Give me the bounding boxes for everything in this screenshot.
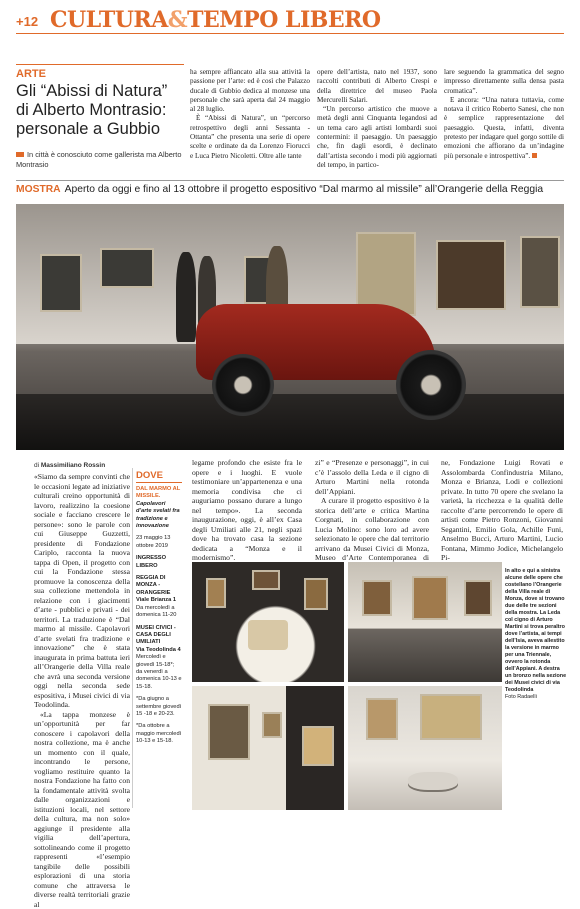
photo-sculpture (248, 620, 288, 650)
dove-event: DAL MARMO AL MISSILE. (136, 486, 180, 499)
arte-paragraph: È “Abissi di Natura”, un “percorso retrospettivo degli anni Sessanta - Ottanta” che presenta una serie di opere scelte e ordinate da da Lorenzo Fiorucci e Luca Pietro Nicoletti. Oltre alle tante (190, 114, 310, 160)
section-title-amp: & (168, 7, 187, 33)
dove-venue: MUSEI CIVICI - CASA DEGLI UMILIATI (136, 625, 176, 646)
arte-column-3 (444, 68, 564, 161)
photo-car-wheel (396, 350, 466, 420)
photo-painting (436, 240, 506, 310)
photo-floor (16, 394, 564, 450)
dove-dates: 23 maggio 13 ottobre 2019 (136, 535, 182, 550)
arte-headline: Gli “Abissi di Natura” di Alberto Montrasio: personale a Gubbio (16, 82, 184, 139)
dove-entry: INGRESSO LIBERO (136, 555, 182, 570)
page-number: +12 (16, 14, 50, 33)
divider (16, 180, 564, 181)
dove-hours: Da mercoledì a domenica 11-20 (136, 605, 176, 618)
arte-paragraph: E ancora: “Una natura tuttavia, come notava il critico Roberto Sanesi, che non è semplice rappresentazione del paesaggio. Questa, infatti, diventa pretesto per indagare quel gorgo sottile di emozioni che affiorano da un’indagine più personale e introspettiva”. (444, 96, 564, 160)
article-column-1 (34, 472, 130, 909)
article-column-4 (441, 458, 563, 563)
section-title (50, 7, 381, 33)
arte-column-2 (317, 68, 437, 170)
dove-address: Via Teodolinda 4 (136, 647, 181, 653)
photo-painting (302, 726, 334, 766)
photo-gallery-bronze (348, 686, 502, 810)
photo-painting (100, 248, 154, 288)
divider (132, 468, 133, 808)
dove-box (136, 486, 182, 751)
photo-car-wheel (212, 354, 274, 416)
photo-painting (464, 580, 492, 616)
photo-painting (40, 254, 82, 312)
arte-paragraph: opere dell’artista, nato nel 1937, sono raccolti contributi di Alberto Crespi e della direttrice del museo Paola Mercurelli Salari. (317, 68, 437, 105)
arte-subhead-text: In città è conosciuto come gallerista ma Alberto Montrasio (16, 150, 181, 169)
arte-paragraph: “Un percorso artistico che muove a metà degli anni Cinquanta legandosi ad un tema caro agli artisti lombardi suoi contermini: il paesaggio. Un paesaggio che, fin dagli esordi, è declinato dall’artista secondo i modi più aggiornati del tempo, in partico- (317, 105, 437, 170)
arte-column-1 (190, 68, 310, 161)
photo-caption (505, 568, 567, 701)
dove-address: Viale Brianza 1 (136, 597, 176, 603)
photo-painting (366, 698, 398, 740)
dove-subtitle: Capolavori d’arte svelati fra tradizione e innovazione (136, 501, 180, 529)
photo-painting (412, 576, 448, 620)
mostra-label: MOSTRA (16, 184, 61, 195)
photo-painting (362, 580, 392, 616)
article-paragraph: «Siamo da sempre convinti che le occasioni legate ad iniziative culturali creino opportunità di lavoro, realizzino la coesione sociale e facciano crescere le persone»: sono le parole con cui Giuseppe Guzzetti, presidente di Fondazione Cariplo, racconta la nuova tappa di Open, il progetto con cui la Fondazione stessa promuove la conoscenza della sua collezione mettendola in relazione con i giacimenti d’arte - pubblici e privati - dei territori. La traduzione è “Dal marmo al missile. Capolavori d’arte svelati fra tradizione e innovazione” che è stata inaugurata in prima battuta ieri all’Orangerie della Villa reale che avrà una seconda versione oggi nella seconda sede espositiva, i Musei civici di via Teodolinda. (34, 472, 130, 710)
photo-painting (420, 694, 482, 740)
divider (136, 482, 182, 483)
mostra-headline (16, 184, 564, 202)
photo-gallery-portrait (192, 686, 344, 810)
photo-gallery-room (348, 562, 502, 682)
dove-hours: Mercoledì e giovedì 15-18*; da venerdì a domenica 10-13 e 15-18. (136, 654, 182, 690)
arte-subhead (16, 150, 184, 170)
photo-painting (262, 712, 282, 738)
byline-prefix: di (34, 462, 39, 469)
dove-note: *Da giugno a settembre giovedì 15 -18 e 20-23. (136, 696, 182, 718)
caption-text: In alto e qui a sinistra alcune delle opere che costellano l’Orangerie della Villa reale di Monza, dove si trovano due delle tre sezioni della mostra. La Leda col cigno di Arturo Martini si trova peraltro dove l’artista, ai tempi dell’Isia, aveva allestito la versione in marmo per una Triennale, ovvero la rotonda dell’Appiani. A destra un bronzo nella sezione dei Musei civici di via Teodolinda (505, 568, 566, 693)
arte-paragraph: ha sempre affiancato alla sua attività la passione per l’arte: ed è così che Palazzo ducale di Gubbio dedica al monzese una personale che sarà aperta dal 24 maggio al 28 luglio. (190, 68, 310, 114)
article-column-3 (315, 458, 429, 572)
section-header (16, 6, 564, 34)
photo-bronze-sculpture (408, 772, 458, 790)
dove-venue: REGGIA DI MONZA - ORANGERIE (136, 575, 170, 596)
byline-author: Massimiliano Rossin (41, 462, 105, 469)
end-mark (532, 153, 537, 158)
article-paragraph: A curare il progetto espositivo è la storica dell’arte e critica Martina Corgnati, in collaborazione con Lucia Molino: sono loro ad avere selezionato le opere che dal territorio arrivano da Musei Civici di Monza, Museo d’Arte Contemporanea di (315, 496, 429, 572)
article-paragraph: ne, Fondazione Luigi Rovati e Assolombarda Confindustria Milano, Monza e Brianza, Lodi e collezioni private. In tutto 70 opere che svelano la varietà, la ricchezza e la qualità delle raccolte d’arte percorrendo le opere di artisti come Pietro Ronzoni, Giovanni Segantini, Emilio Gola, Achille Funi, Anselmo Bucci, Arturo Martini, Lucio Fontana, Mimmo Jodice, Michelangelo Pi- (441, 458, 563, 563)
photo-painting (208, 704, 250, 760)
divider (16, 64, 184, 65)
photo-painting (520, 236, 560, 308)
arte-paragraph: lare seguendo la grammatica del segno impresso direttamente sulla densa pasta cromatica”. (444, 68, 564, 96)
article-paragraph: legame profondo che esiste fra le opere e i luoghi. E vuole testimoniare un’appartenenza e una memoria condivisa che ci auguriamo possano durare a lungo nel tempo». La seconda inaugurazione, oggi, è all’ex Casa degli Umiliati alle 21, negli spazi dove ha trovato casa la sezione dedicata a “Monza e il modernismo”. (192, 458, 302, 563)
section-title-b: TEMPO LIBERO (187, 7, 380, 33)
article-paragraph: zi” e “Presenze e personaggi”, in cui c’è l’assolo della Leda e il cigno di Arturo Martini nella rotonda dell’Appiani. (315, 458, 429, 496)
photo-visitor (176, 252, 196, 342)
byline (34, 462, 105, 469)
bullet-square (16, 152, 24, 157)
photo-painting (304, 578, 328, 610)
section-title-a: CULTURA (50, 7, 168, 33)
main-photo-gallery-car (16, 204, 564, 450)
dove-title: DOVE (136, 470, 163, 481)
photo-gallery-leda-round (192, 562, 344, 682)
mostra-text: Aperto da oggi e fino al 13 ottobre il progetto espositivo “Dal marmo al missile” all’Orangerie della Reggia (65, 184, 543, 195)
article-paragraph: «La tappa monzese è un’opportunità per far conoscere i capolavori della nostra collezione, ma è anche un momento con il quale, incontrando le persone, vogliamo restituire quanto la nostra Fondazione ha fatto con la fondamentale attività svolta dalle organizzazioni e istituzioni locali, nel settore della cultura, ma non solo» aggiunge il presidente alla vigilia dell’apertura, sottolineando come il progetto rappresenti «l’esempio tangibile delle possibili esplorazioni di una storia comune che attraversa le diverse realtà territoriali grazie al (34, 710, 130, 909)
dove-note: *Da ottobre a maggio mercoledì 10-13 e 15-18. (136, 723, 182, 745)
caption-credit: Foto Radaelli (505, 694, 537, 700)
arte-kicker: ARTE (16, 68, 46, 80)
photo-painting (252, 570, 280, 590)
photo-painting (206, 578, 226, 608)
